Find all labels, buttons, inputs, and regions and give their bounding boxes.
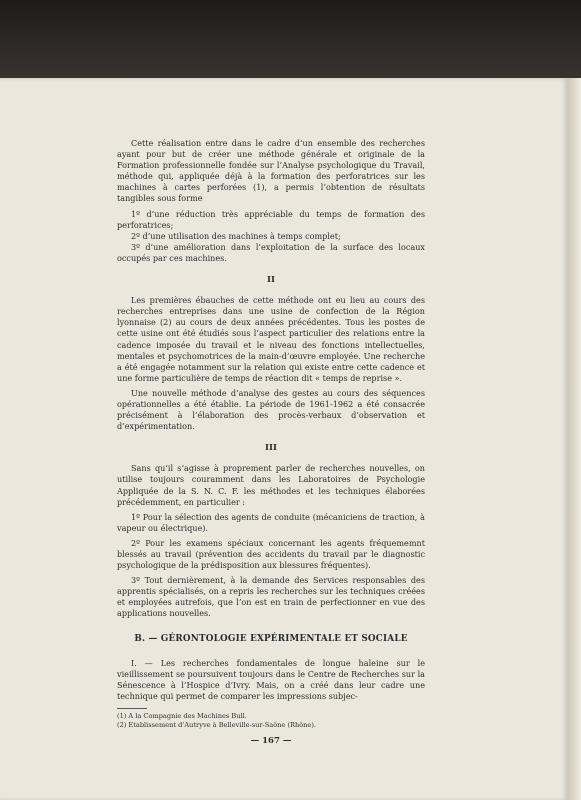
section-heading: B. — GÉRONTOLOGIE EXPÉRIMENTALE ET SOCIALE: [134, 633, 408, 644]
footnote: (2) Etablissement d’Autryve à Belleville-sur-Saône (Rhône).: [117, 721, 316, 730]
section-number-ii: II: [267, 275, 275, 286]
section-number-iii: III: [265, 443, 277, 454]
page-body: [117, 138, 425, 747]
list-item: 3º d’une amélioration dans l’exploitation de la surface des locaux occupés par ces machines.: [117, 241, 425, 263]
page-number: — 167 —: [250, 736, 292, 747]
paragraph: Une nouvelle méthode d’analyse des gestes au cours des séquences opérationnelles a été établie. La période de 1961-1962 a été consacrée précisément à l’élaboration des procès-verbaux d’observation et d’expérimentation.: [117, 387, 425, 432]
list-item: 2º d’une utilisation des machines à temps complet;: [131, 230, 341, 241]
paragraph: Les premières ébauches de cette méthode ont eu lieu au cours des recherches entreprises dans une usine de confection de la Région lyonnaise (2) au cours de deux années précédentes. Tous les postes de cette usine ont été étudiés sous l’aspect particulier des relations entre la cadence imposée du travail et le niveau des fonctions intellectuelles, mentales et psychomotrices de la main-d’œuvre employée. Une recherche a été engagée notamment sur la relation qui existe entre cette cadence et une forme particulière de temps de réaction dit « temps de reprise ».: [117, 295, 425, 383]
paragraph: 1º Pour la sélection des agents de conduite (mécaniciens de traction, à vapeur ou électrique).: [117, 511, 425, 533]
paragraph: 2º Pour les examens spéciaux concernant les agents fréquememnt blessés au travail (prévention des accidents du travail par le diagnostic psychologique de la prédisposition aux blessures fréquentes).: [117, 537, 425, 571]
footnote-divider: [117, 708, 147, 709]
list-item: 1º d’une réduction très appréciable du temps de formation des perforatrices;: [117, 208, 425, 230]
paragraph: Cette réalisation entre dans le cadre d’un ensemble des recherches ayant pour but de créer une méthode générale et originale de la Formation professionnelle fondée sur l’Analyse psychologique du Travail, méthode qui, appliquée déjà à la formation des perforatrices sur les machines à cartes perforées (1), a permis l’obtention de résultats tangibles sous forme: [117, 138, 425, 204]
scanner-background: [0, 0, 581, 80]
paragraph: 3º Tout dernièrement, à la demande des Services responsables des apprentis spécialisés, on a repris les recherches sur les techniques créées et employées autrefois, que l’on est en train de perfectionner en vue des applications nouvelles.: [117, 575, 425, 619]
footnote: (1) A la Compagnie des Machines Bull.: [117, 712, 247, 721]
paragraph: Sans qu’il s’agisse à proprement parler de recherches nouvelles, on utilise toujours couramment dans les Laboratoires de Psychologie Appliquée de la S. N. C. F. les méthodes et les techniques élaborées précédemment, en particulier :: [117, 463, 425, 507]
paragraph: I. — Les recherches fondamentales de longue haleine sur le vieillissement se poursuivent toujours dans le Centre de Recherches sur la Sénescence à l’Hospice d’Ivry. Mais, on a créé dans leur cadre une technique qui permet de comparer les impressions subjec-: [117, 657, 425, 701]
page-edge: [568, 78, 581, 800]
